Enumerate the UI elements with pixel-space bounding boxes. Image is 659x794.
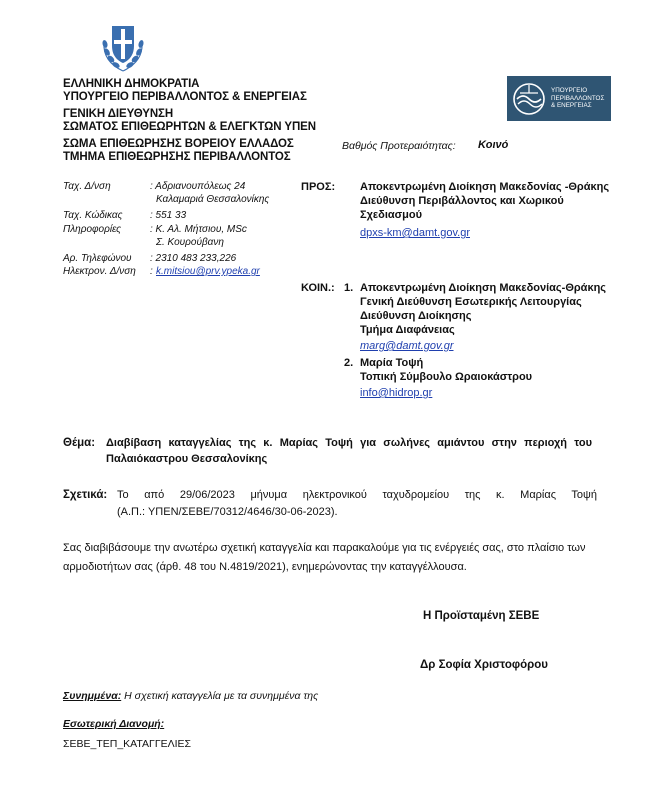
cc1-line3: Διεύθυνση Διοίκησης [360,310,472,322]
info-label: Πληροφορίες [63,224,122,235]
subject-line1: Διαβίβαση καταγγελίας της κ. Μαρίας Τοψή για σωλήνες αμιάντου στην περιοχή του [106,437,592,449]
header-ministry: ΥΠΟΥΡΓΕΙΟ ΠΕΡΙΒΑΛΛΟΝΤΟΣ & ΕΝΕΡΓΕΙΑΣ [63,91,307,103]
zip-label: Ταχ. Κώδικας [63,210,123,221]
header-directorate-body: ΣΩΜΑΤΟΣ ΕΠΙΘΕΩΡΗΤΩΝ & ΕΛΕΓΚΤΩΝ ΥΠΕΝ [63,121,316,133]
priority-label: Βαθμός Προτεραιότητας: [342,140,456,152]
header-country: ΕΛΛΗΝΙΚΗ ΔΗΜΟΚΡΑΤΙΑ [63,78,200,90]
subject-label: Θέμα: [63,437,96,449]
info-value-2: Σ. Κουρούβανη [156,237,224,248]
zip-value: : 551 33 [150,210,187,221]
signature-title: Η Προϊσταμένη ΣΕΒΕ [423,610,540,622]
greek-coat-of-arms-logo [98,20,148,74]
body-line2: αρμοδιοτήτων σας (άρθ. 48 του Ν.4819/2021), ενημερώνοντας την καταγγέλλουσα. [63,561,467,573]
phone-label: Αρ. Τηλεφώνου [63,253,132,264]
header-directorate: ΓΕΝΙΚΗ ΔΙΕΥΘΥΝΣΗ [63,108,174,120]
ministry-logo-text-3: & ΕΝΕΡΓΕΙΑΣ [551,102,592,110]
related-label: Σχετικά: [63,489,108,501]
priority-value: Κοινό [478,139,509,151]
cc1-line4: Τμήμα Διαφάνειας [360,324,455,336]
address-value: : Αδριανουπόλεως 24 [150,181,246,192]
cc2-email-link[interactable]: info@hidrop.gr [360,387,433,399]
distribution-text: ΣΕΒΕ_ΤΕΠ_ΚΑΤΑΓΓΕΛΙΕΣ [63,738,192,750]
phone-value: : 2310 483 233,226 [150,253,237,264]
cc-label: ΚΟΙΝ.: [301,282,335,294]
body-line1: Σας διαβιβάσουμε την ανωτέρω σχετική καταγγελία και παρακαλούμε για τις ενέργειές σας, στο πλαίσιο των [63,542,586,554]
cc-number-1: 1. [344,282,354,294]
signature-name: Δρ Σοφία Χριστοφόρου [420,659,548,671]
distribution-label: Εσωτερική Διανομή: [63,718,165,730]
to-recipient-line1: Αποκεντρωμένη Διοίκηση Μακεδονίας -Θράκης [360,181,610,193]
to-recipient-line3: Σχεδιασμού [360,209,423,221]
related-line1: Το από 29/06/2023 μήνυμα ηλεκτρονικού ταχυδρομείου της κ. Μαρίας Τοψή [117,489,597,501]
address-value-city: Καλαμαριά Θεσσαλονίκης [156,194,270,205]
ministry-logo [507,76,611,121]
email-label: Ηλεκτρον. Δ/νση [63,266,136,277]
ministry-logo-text-1: ΥΠΟΥΡΓΕΙΟ [551,87,588,95]
cc1-line2: Γενική Διεύθυνση Εσωτερικής Λειτουργίας [360,296,582,308]
related-line2: (Α.Π.: ΥΠΕΝ/ΣΕΒΕ/70312/4646/30-06-2023). [117,506,338,518]
cc2-line2: Τοπική Σύμβουλο Ωραιοκάστρου [360,371,533,383]
subject-line2: Παλαιόκαστρου Θεσσαλονίκης [106,453,268,465]
cc1-email-link[interactable]: marg@damt.gov.gr [360,340,454,352]
cc-number-2: 2. [344,357,354,369]
ministry-logo-emblem-icon [511,81,547,117]
ministry-logo-text-2: ΠΕΡΙΒΑΛΛΟΝΤΟΣ [551,94,605,102]
email-colon: : [150,266,153,277]
address-label: Ταχ. Δ/νση [63,181,111,192]
to-recipient-line2: Διεύθυνση Περιβάλλοντος και Χωρικού [360,195,564,207]
cc2-line1: Μαρία Τοψή [360,357,424,369]
sender-email-link[interactable]: k.mitsiou@prv.ypeka.gr [156,266,260,277]
header-inspection-body: ΣΩΜΑ ΕΠΙΘΕΩΡΗΣΗΣ ΒΟΡΕΙΟΥ ΕΛΛΑΔΟΣ [63,138,294,150]
to-label: ΠΡΟΣ: [301,181,336,193]
header-department: ΤΜΗΜΑ ΕΠΙΘΕΩΡΗΣΗΣ ΠΕΡΙΒΑΛΛΟΝΤΟΣ [63,151,291,163]
attachments-label: Συνημμένα: [63,690,122,702]
attachments-text: Η σχετική καταγγελία με τα συνημμένα της [124,690,319,702]
attachments-row [63,690,318,702]
to-email-link[interactable]: dpxs-km@damt.gov.gr [360,227,470,239]
cc1-line1: Αποκεντρωμένη Διοίκηση Μακεδονίας-Θράκης [360,282,607,294]
info-value: : Κ. Αλ. Μήτσιου, MSc [150,224,247,235]
